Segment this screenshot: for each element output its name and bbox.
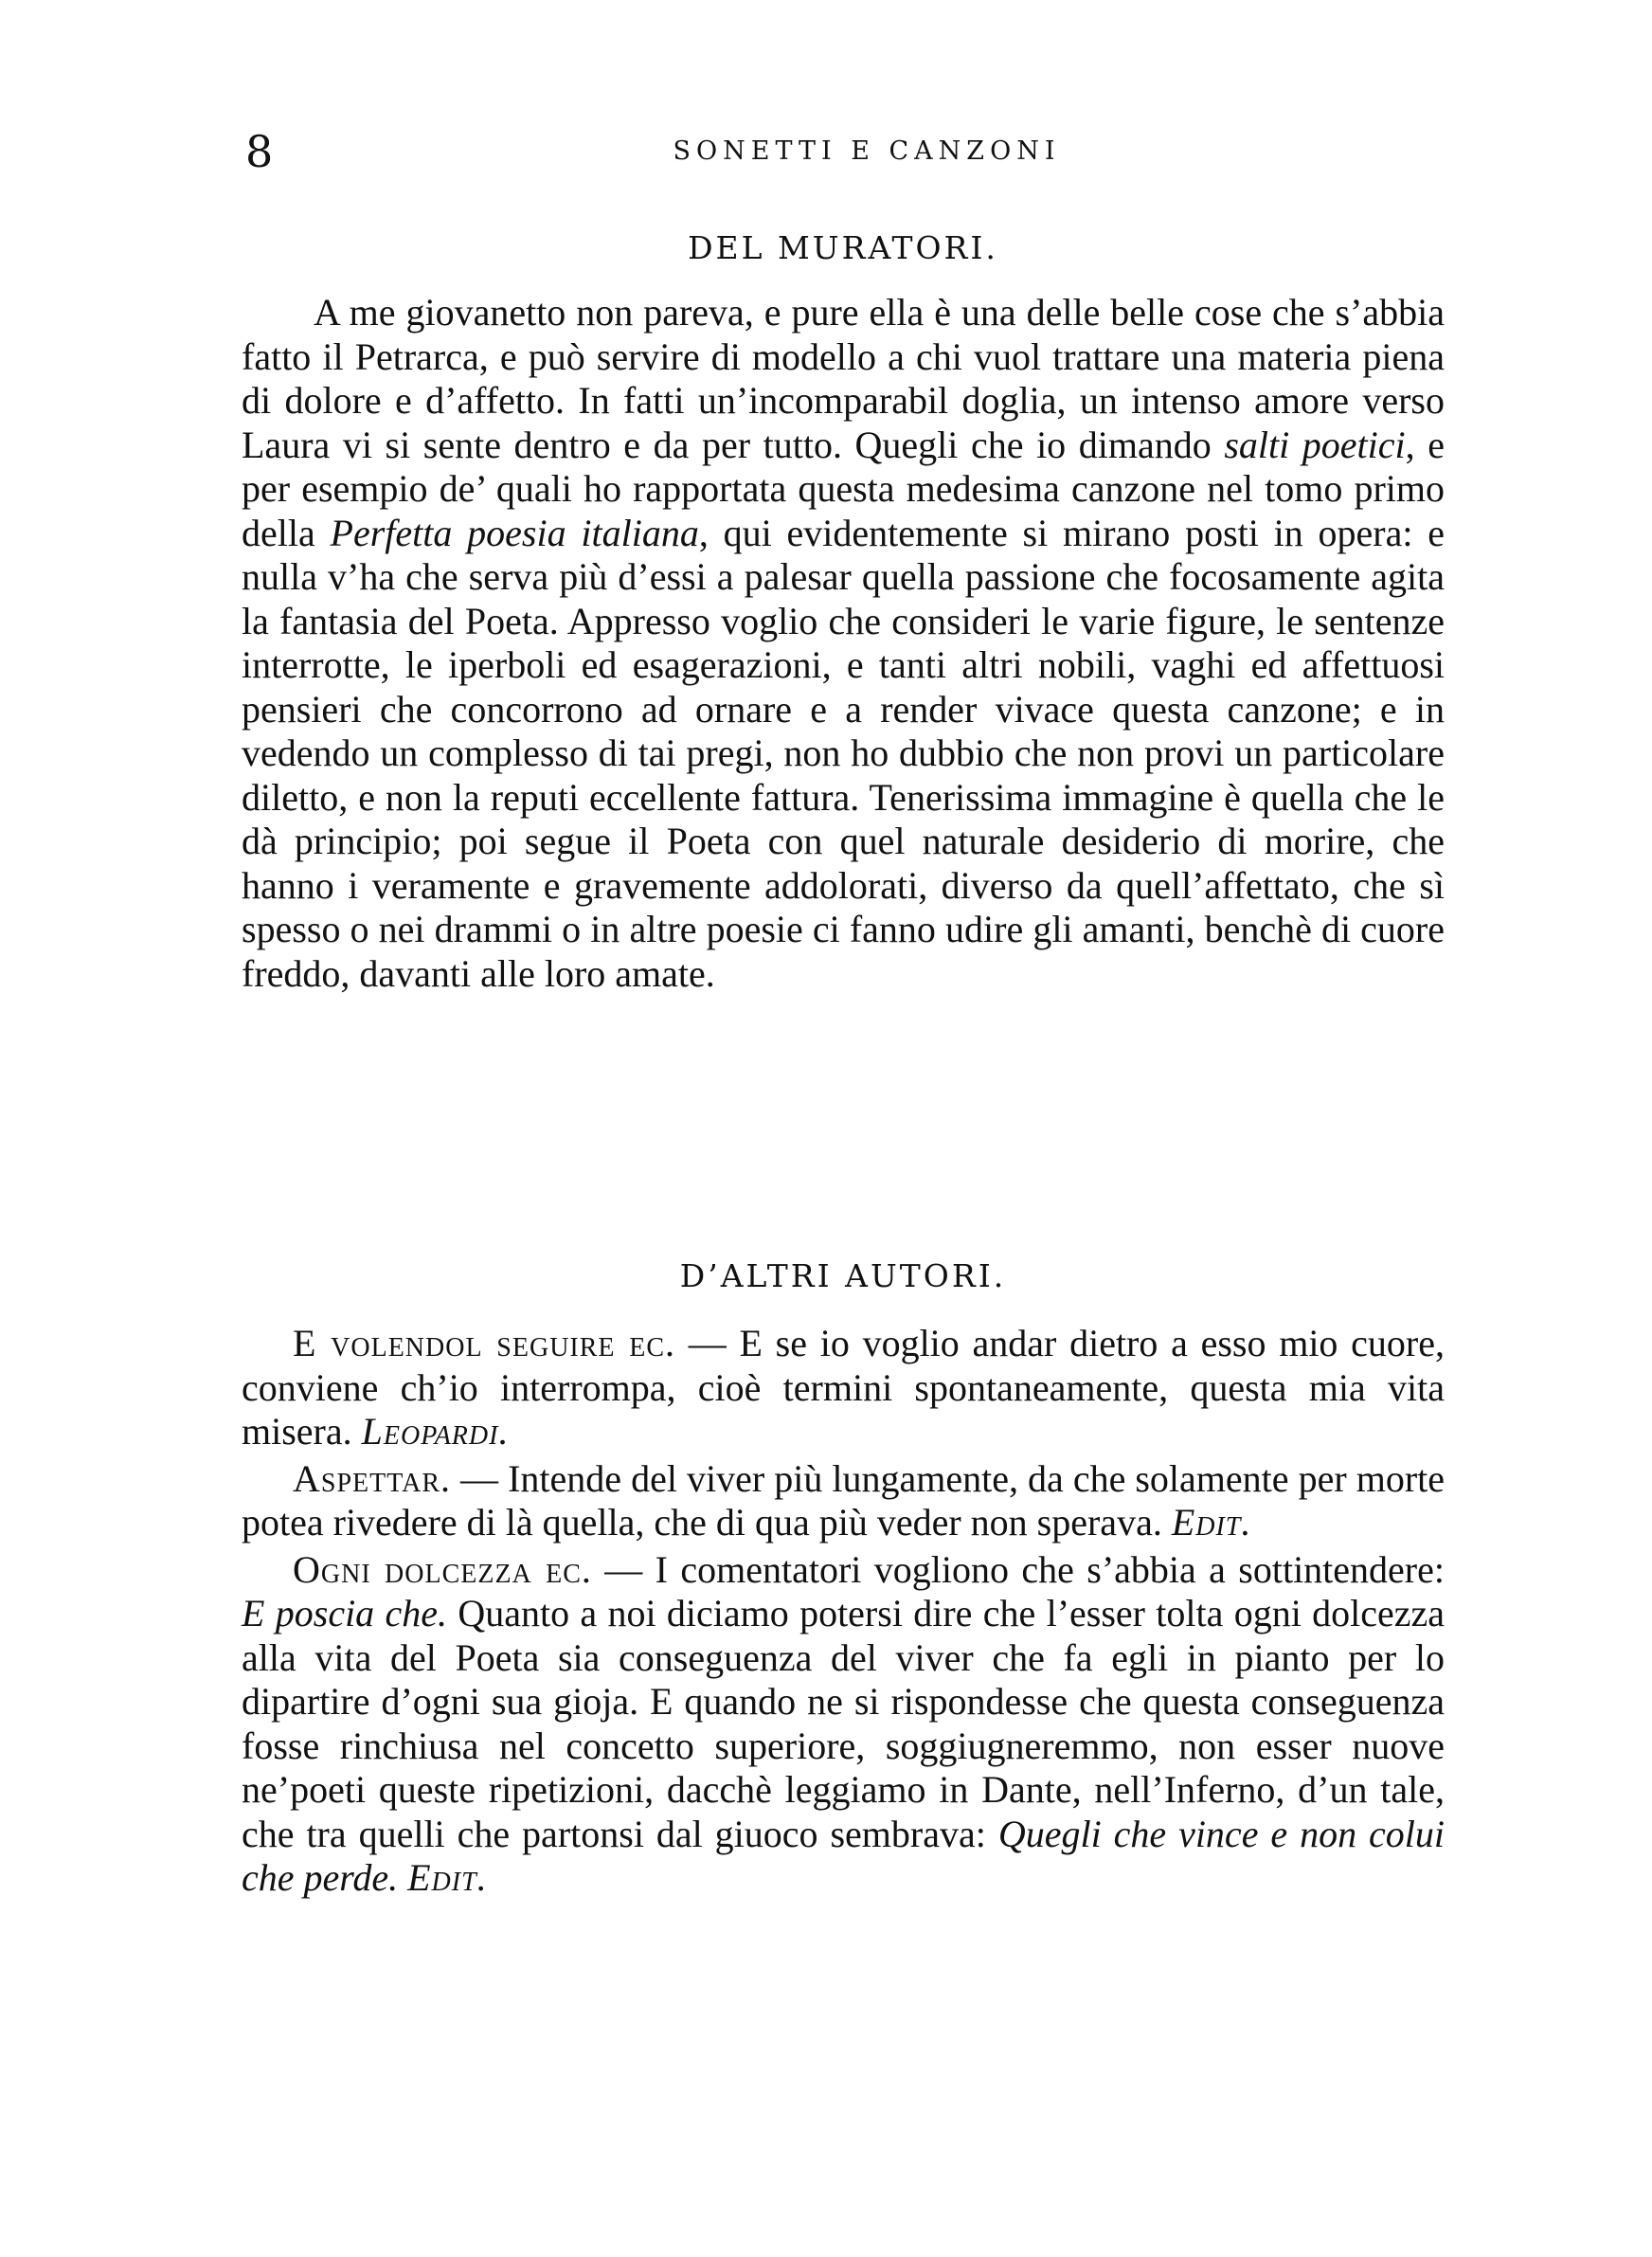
note-text-italic: E poscia che. (242, 1592, 448, 1634)
paragraph-run-italic: salti poetici (1224, 423, 1406, 466)
section-title-muratori: DEL MURATORI. (688, 229, 998, 266)
note-entry (242, 1457, 1445, 1545)
paragraph-run: A me giovanetto non pareva, e pure ella è una delle belle cose che s’abbia fatto il Petrarca, e può servire di modello a chi vuol trattare una materia piena di dolore e d’affetto. In fatti un’incomparabil doglia, un intenso amore verso Laura vi si sente dentro e da per tutto. Quegli che io dimando (242, 291, 1445, 466)
commentary-paragraph (242, 291, 1445, 996)
note-author: Edit. (407, 1856, 488, 1899)
section-title-altri-autori: D’ALTRI AUTORI. (679, 1257, 1007, 1294)
note-text (398, 1856, 407, 1899)
note-author: Edit. (1171, 1501, 1252, 1544)
paragraph-run: , qui evidentemente si mirano posti in opera: e nulla v’ha che serva più d’essi a palesar quella passione che focosamente agita la fantasia del Poeta. Appresso voglio che consideri le varie figure, le sentenze interrotte, le iperboli ed esagerazioni, e tanti altri nobili, vaghi ed affettuosi pensieri che concorrono ad ornare e a render vivace questa canzone; e in vedendo un complesso di tai pregi, non ho dubbio che non provi un particolare diletto, e non la reputi eccellente fattura. Tenerissima immagine è quella che le dà principio; poi segue il Poeta con quel naturale desiderio di morire, che hanno i veramente e gravemente addolorati, diverso da quell’affettato, che sì spesso o nei drammi o in altre poesie ci fanno udire gli amanti, benchè di cuore freddo, davanti alle loro amate. (242, 511, 1446, 995)
running-title: SONETTI E CANZONI (673, 136, 1061, 166)
note-lemma: Aspettar. (293, 1456, 451, 1500)
notes-list (242, 1322, 1445, 1904)
note-text: — Intende del viver più lungamente, da che solamente per morte potea rivedere di là quella, che di qua più veder non sperava. (242, 1456, 1445, 1544)
note-text-italic: Quegli che vince e non colui che perde. (242, 1812, 1446, 1899)
paragraph-run: , e per esempio de’ quali ho rapportata questa medesima canzone nel tomo primo della (242, 423, 1445, 554)
running-head (242, 123, 1445, 180)
note-entry (242, 1322, 1445, 1454)
note-lemma: Ogni dolcezza ec. (293, 1547, 592, 1591)
note-lemma: E volendol seguire ec. (293, 1322, 676, 1364)
note-entry (242, 1548, 1445, 1901)
note-text: — E se io voglio andar dietro a esso mio cuore, conviene ch’io interrompa, cioè termini spontaneamente, questa mia vita misera. (242, 1322, 1445, 1453)
note-author: Leopardi. (361, 1410, 510, 1453)
note-text: — I comentatori vogliono che s’abbia a sottintendere: (591, 1547, 1445, 1591)
paragraph-run-italic: Perfetta poesia italiana (330, 511, 699, 554)
page-number: 8 (245, 126, 274, 177)
note-text: Quanto a noi diciamo potersi dire che l’esser tolta ogni dolcezza alla vita del Poeta sia conseguenza del viver che fa egli in pianto per lo dipartire d’ogni sua gioja. E quando ne si rispondesse che questa conseguenza fosse rinchiusa nel concetto superiore, soggiugneremmo, non esser nuove ne’poeti queste ripetizioni, dacchè leggiamo in Dante, nell’Inferno, d’un tale, che tra quelli che partonsi dal giuoco sembrava: (242, 1592, 1446, 1855)
